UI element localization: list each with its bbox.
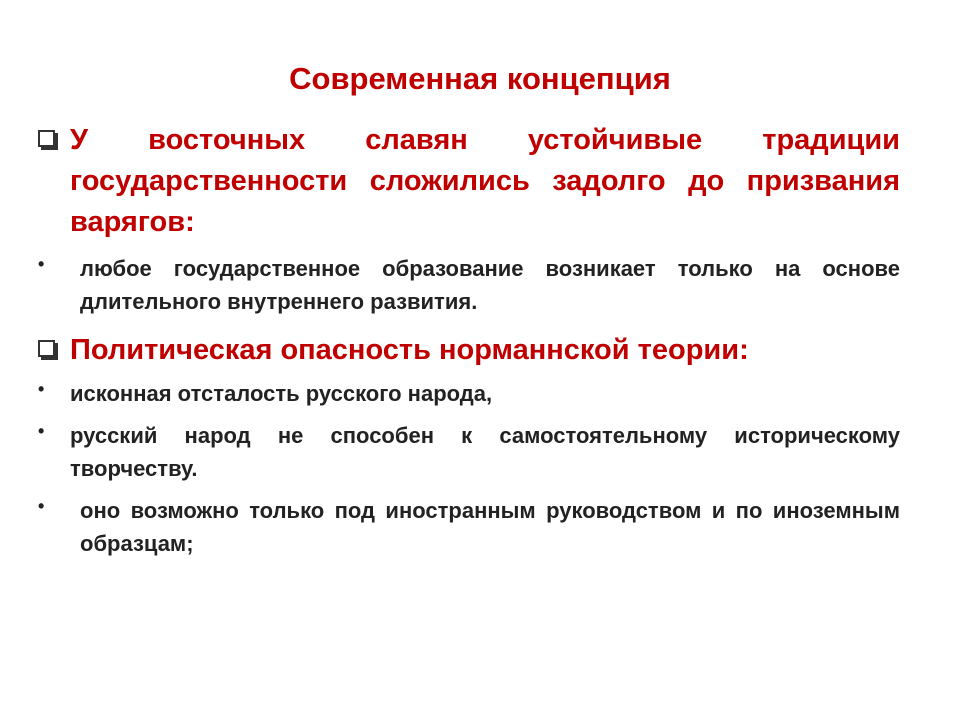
list-item [36,494,900,560]
section-1-items [36,252,900,318]
bullet-dot-icon: • [38,254,45,274]
section-2-items [36,377,900,410]
checkbox-square-icon [38,340,55,357]
section-1-heading [36,120,900,243]
checkbox-square-icon [38,130,55,147]
bullet-dot-icon: • [38,421,45,441]
section-2-heading [36,330,900,371]
bullet-dot-icon: • [38,379,45,399]
list-item-text: любое государственное образование возникает только на основе длительного внутреннего развития. [80,256,900,314]
list-item [36,419,900,485]
section-1 [36,120,900,243]
list-item-text: русский народ не способен к самостоятельному историческому творчеству. [70,423,900,481]
list-item [36,377,900,410]
list-item-text: исконная отсталость русского народа, [70,381,493,406]
list-item-text: оно возможно только под иностранным руководством и по иноземным образцам; [80,498,900,556]
bullet-dot-icon: • [38,496,45,516]
slide-title: Современная концепция [289,61,671,96]
section-1-heading-text: У восточных славян устойчивые традиции государственности сложились задолго до призвания варягов: [70,124,900,238]
section-2 [36,330,900,371]
section-2-heading-text: Политическая опасность норманнской теории: [70,334,749,366]
section-2-items [36,494,900,560]
section-2-items [36,419,900,485]
list-item [36,252,900,318]
